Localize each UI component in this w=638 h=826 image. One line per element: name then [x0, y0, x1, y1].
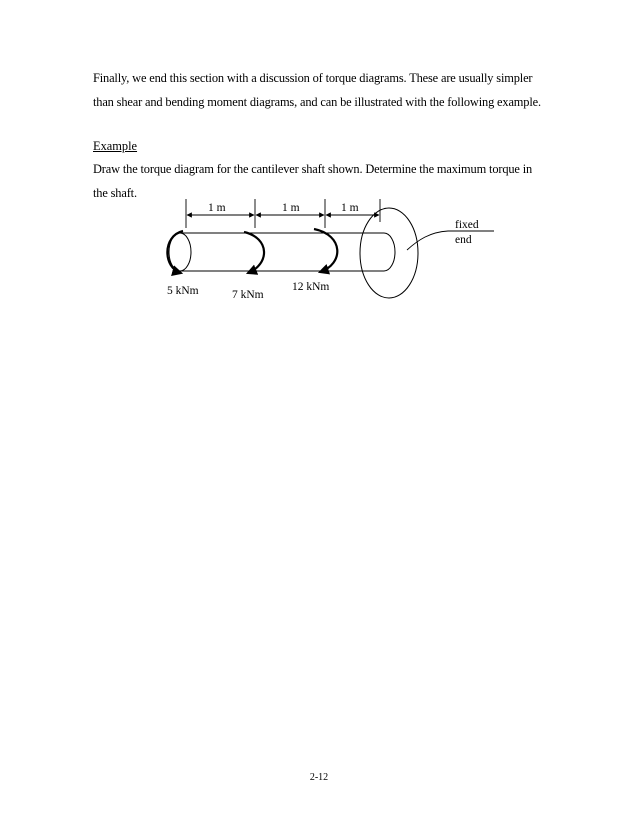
- torque-label-2: 7 kNm: [232, 289, 264, 301]
- page-number: 2-12: [309, 772, 329, 783]
- span-label-3: 1 m: [341, 202, 359, 214]
- example-heading: Example: [93, 139, 138, 153]
- intro-line-1: Finally, we end this section with a discussion of torque diagrams. These are usually simpler: [93, 71, 533, 85]
- torque-arrow-2: [244, 232, 264, 273]
- span-label-2: 1 m: [282, 202, 300, 214]
- fixed-support: [360, 208, 418, 298]
- torque-label-1: 5 kNm: [167, 285, 199, 297]
- intro-line-2: than shear and bending moment diagrams, and can be illustrated with the following example.: [93, 95, 541, 109]
- torque-label-3: 12 kNm: [292, 281, 330, 293]
- problem-line-1: Draw the torque diagram for the cantilever shaft shown. Determine the maximum torque in: [93, 162, 533, 176]
- span-label-1: 1 m: [208, 202, 226, 214]
- fixed-end-label-2: end: [455, 234, 472, 246]
- torque-arrow-1: [167, 231, 183, 273]
- torque-arrow-3: [314, 229, 337, 272]
- problem-line-2: the shaft.: [93, 186, 137, 200]
- fixed-end-label-1: fixed: [455, 219, 479, 231]
- fixed-end-leader: [407, 231, 494, 250]
